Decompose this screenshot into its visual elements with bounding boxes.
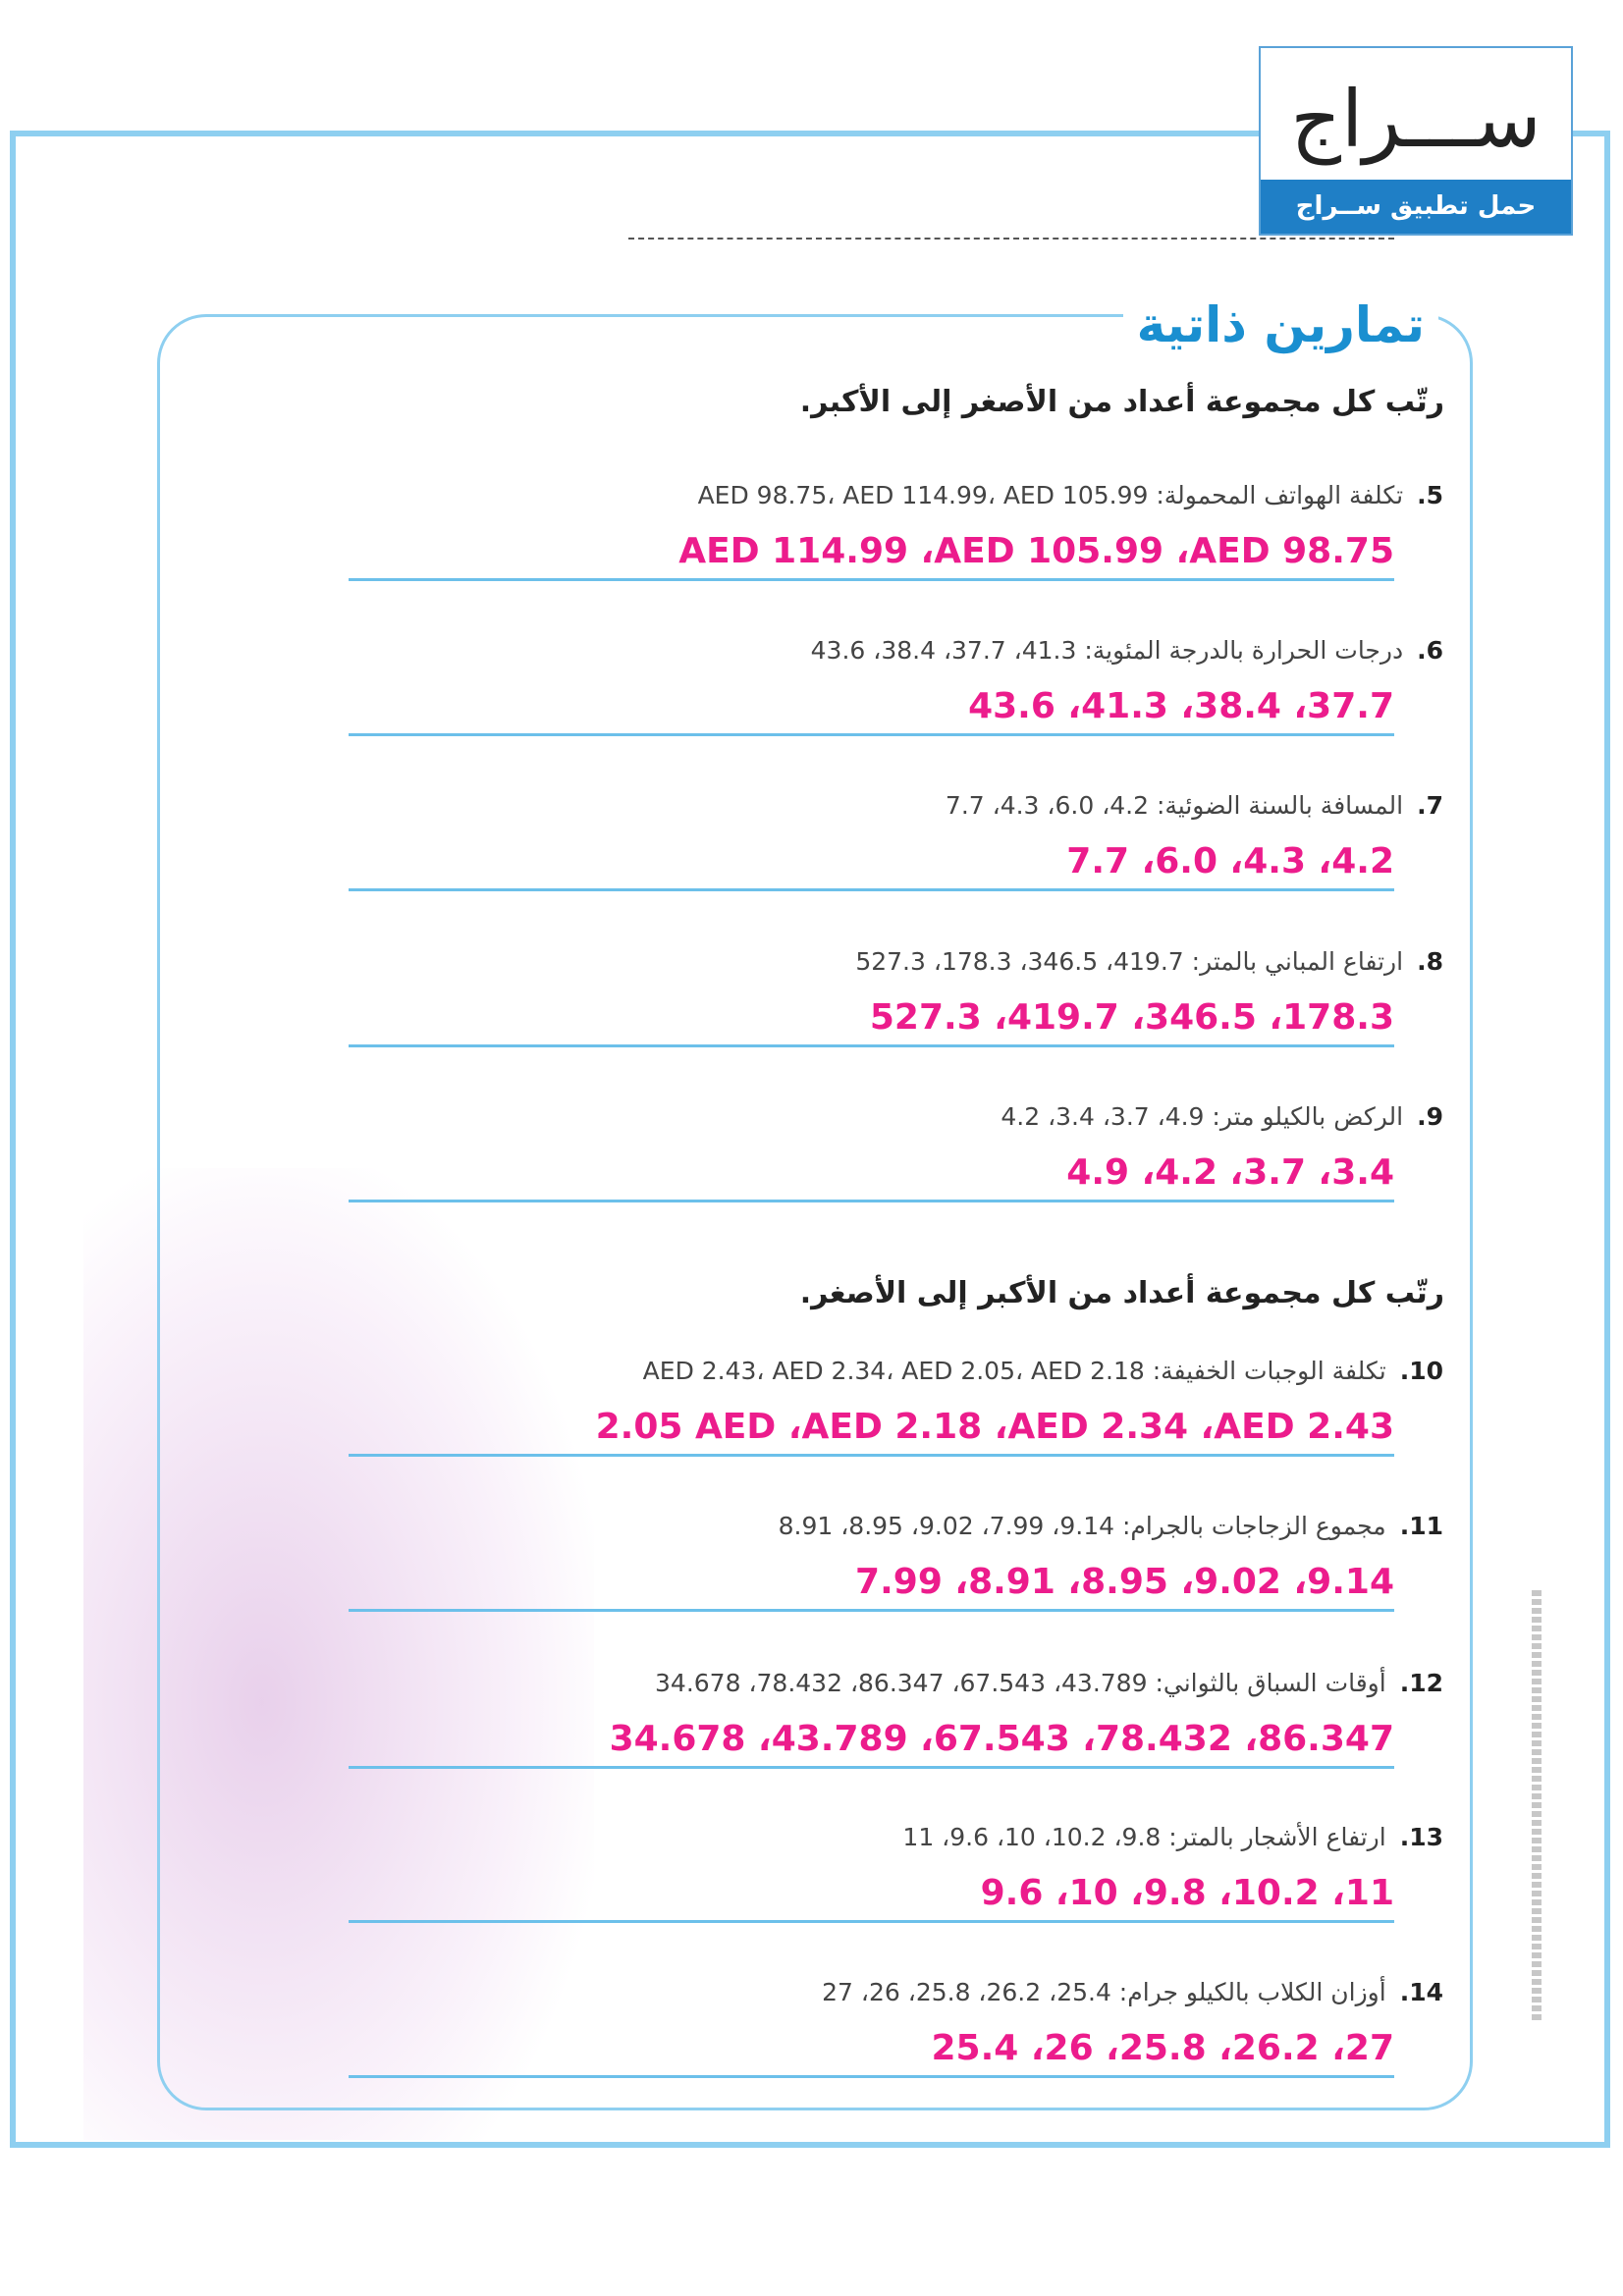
exercise-answer: 43.6 ،41.3 ،38.4 ،37.7 (968, 686, 1394, 726)
exercise-number: 8. (1417, 947, 1443, 976)
exercise-answer: 34.678 ،43.789 ،67.543 ،78.432 ،86.347 (609, 1719, 1394, 1759)
page-title: تمارين ذاتية (1123, 296, 1438, 353)
exercise-answer: 527.3 ،419.7 ،346.5 ،178.3 (869, 997, 1394, 1038)
exercise-answer: AED 114.99 ،AED 105.99 ،AED 98.75 (678, 531, 1394, 571)
question-text: ارتفاع المباني بالمتر: 419.7، 346.5، 178.3، 527.3 (855, 947, 1404, 976)
question-text: مجموع الزجاجات بالجرام: 9.14، 7.99، 9.02، 8.95، 8.91 (778, 1512, 1386, 1540)
section-heading-ascending: رتّب كل مجموعة أعداد من الأصغر إلى الأكبر. (799, 385, 1444, 419)
exercise-answer: 7.99 ،8.91 ،8.95 ،9.02 ،9.14 (855, 1562, 1394, 1602)
exercise-answer: 7.7 ،6.0 ،4.3 ،4.2 (1066, 841, 1394, 881)
answer-rule (349, 1766, 1394, 1769)
question-text: المسافة بالسنة الضوئية: 4.2، 6.0، 4.3، 7.7 (945, 791, 1404, 820)
exercise-number: 10. (1399, 1357, 1443, 1385)
exercise-item (349, 476, 1443, 614)
question-text: تكلفة الوجبات الخفيفة: AED 2.43، AED 2.34، AED 2.05، AED 2.18 (642, 1357, 1386, 1385)
siraj-logo[interactable] (1259, 46, 1573, 236)
exercise-number: 11. (1399, 1512, 1443, 1540)
exercise-answer: 4.9 ،4.2 ،3.7 ،3.4 (1066, 1152, 1394, 1193)
exercise-number: 9. (1417, 1102, 1443, 1131)
exercise-question (655, 1664, 1443, 1703)
exercise-item (349, 1973, 1443, 2110)
exercise-number: 14. (1399, 1978, 1443, 2006)
section-heading-descending: رتّب كل مجموعة أعداد من الأكبر إلى الأصغر. (799, 1276, 1444, 1310)
answer-rule (349, 578, 1394, 581)
exercise-number: 6. (1417, 636, 1443, 665)
exercise-item (349, 1507, 1443, 1644)
question-text: تكلفة الهواتف المحمولة: AED 98.75، AED 114.99، AED 105.99 (697, 481, 1404, 509)
exercise-item (349, 1664, 1443, 1801)
exercise-answer: 25.4 ،26 ،25.8 ،26.2 ،27 (931, 2028, 1394, 2068)
exercise-item (349, 1097, 1443, 1235)
exercise-number: 12. (1399, 1669, 1443, 1697)
answer-rule (349, 1920, 1394, 1923)
question-text: أوزان الكلاب بالكيلو جرام: 25.4، 26.2، 25.8، 26، 27 (822, 1978, 1386, 2006)
exercise-question (902, 1818, 1443, 1857)
exercise-question (822, 1973, 1443, 2012)
exercise-question (1001, 1097, 1443, 1137)
question-text: ارتفاع الأشجار بالمتر: 9.8، 10.2، 10، 9.6، 11 (902, 1823, 1386, 1851)
exercise-question (643, 1352, 1443, 1391)
question-text: أوقات السباق بالثواني: 43.789، 67.543، 86.347، 78.432، 34.678 (655, 1669, 1386, 1697)
exercise-question (855, 942, 1443, 982)
exercise-item (349, 631, 1443, 769)
exercise-answer: 2.05 AED ،AED 2.18 ،AED 2.34 ،AED 2.43 (595, 1407, 1394, 1447)
exercise-number: 5. (1417, 481, 1443, 509)
answer-rule (349, 2075, 1394, 2078)
question-text: درجات الحرارة بالدرجة المئوية: 41.3، 37.7، 38.4، 43.6 (810, 636, 1404, 665)
exercise-item (349, 1818, 1443, 1955)
vertical-copyright-strip (1532, 1590, 1542, 2022)
exercise-number: 13. (1399, 1823, 1443, 1851)
exercise-item (349, 1352, 1443, 1489)
logo-tagline: حمل تطبيق ســراج (1261, 180, 1571, 234)
answer-rule (349, 1454, 1394, 1457)
exercise-question (811, 631, 1443, 670)
answer-rule (349, 733, 1394, 736)
exercise-question (779, 1507, 1443, 1546)
exercise-question (946, 786, 1443, 826)
exercise-question (698, 476, 1443, 515)
logo-wordmark: ســـراج (1290, 74, 1542, 165)
exercise-item (349, 786, 1443, 924)
answer-rule (349, 1200, 1394, 1202)
answer-rule (349, 1609, 1394, 1612)
exercise-answer: 9.6 ،10 ،9.8 ،10.2 ،11 (980, 1873, 1394, 1913)
exercise-item (349, 942, 1443, 1080)
question-text: الركض بالكيلو متر: 4.9، 3.7، 3.4، 4.2 (1001, 1102, 1404, 1131)
dotted-divider (628, 238, 1394, 240)
answer-rule (349, 1044, 1394, 1047)
exercise-number: 7. (1417, 791, 1443, 820)
answer-rule (349, 888, 1394, 891)
